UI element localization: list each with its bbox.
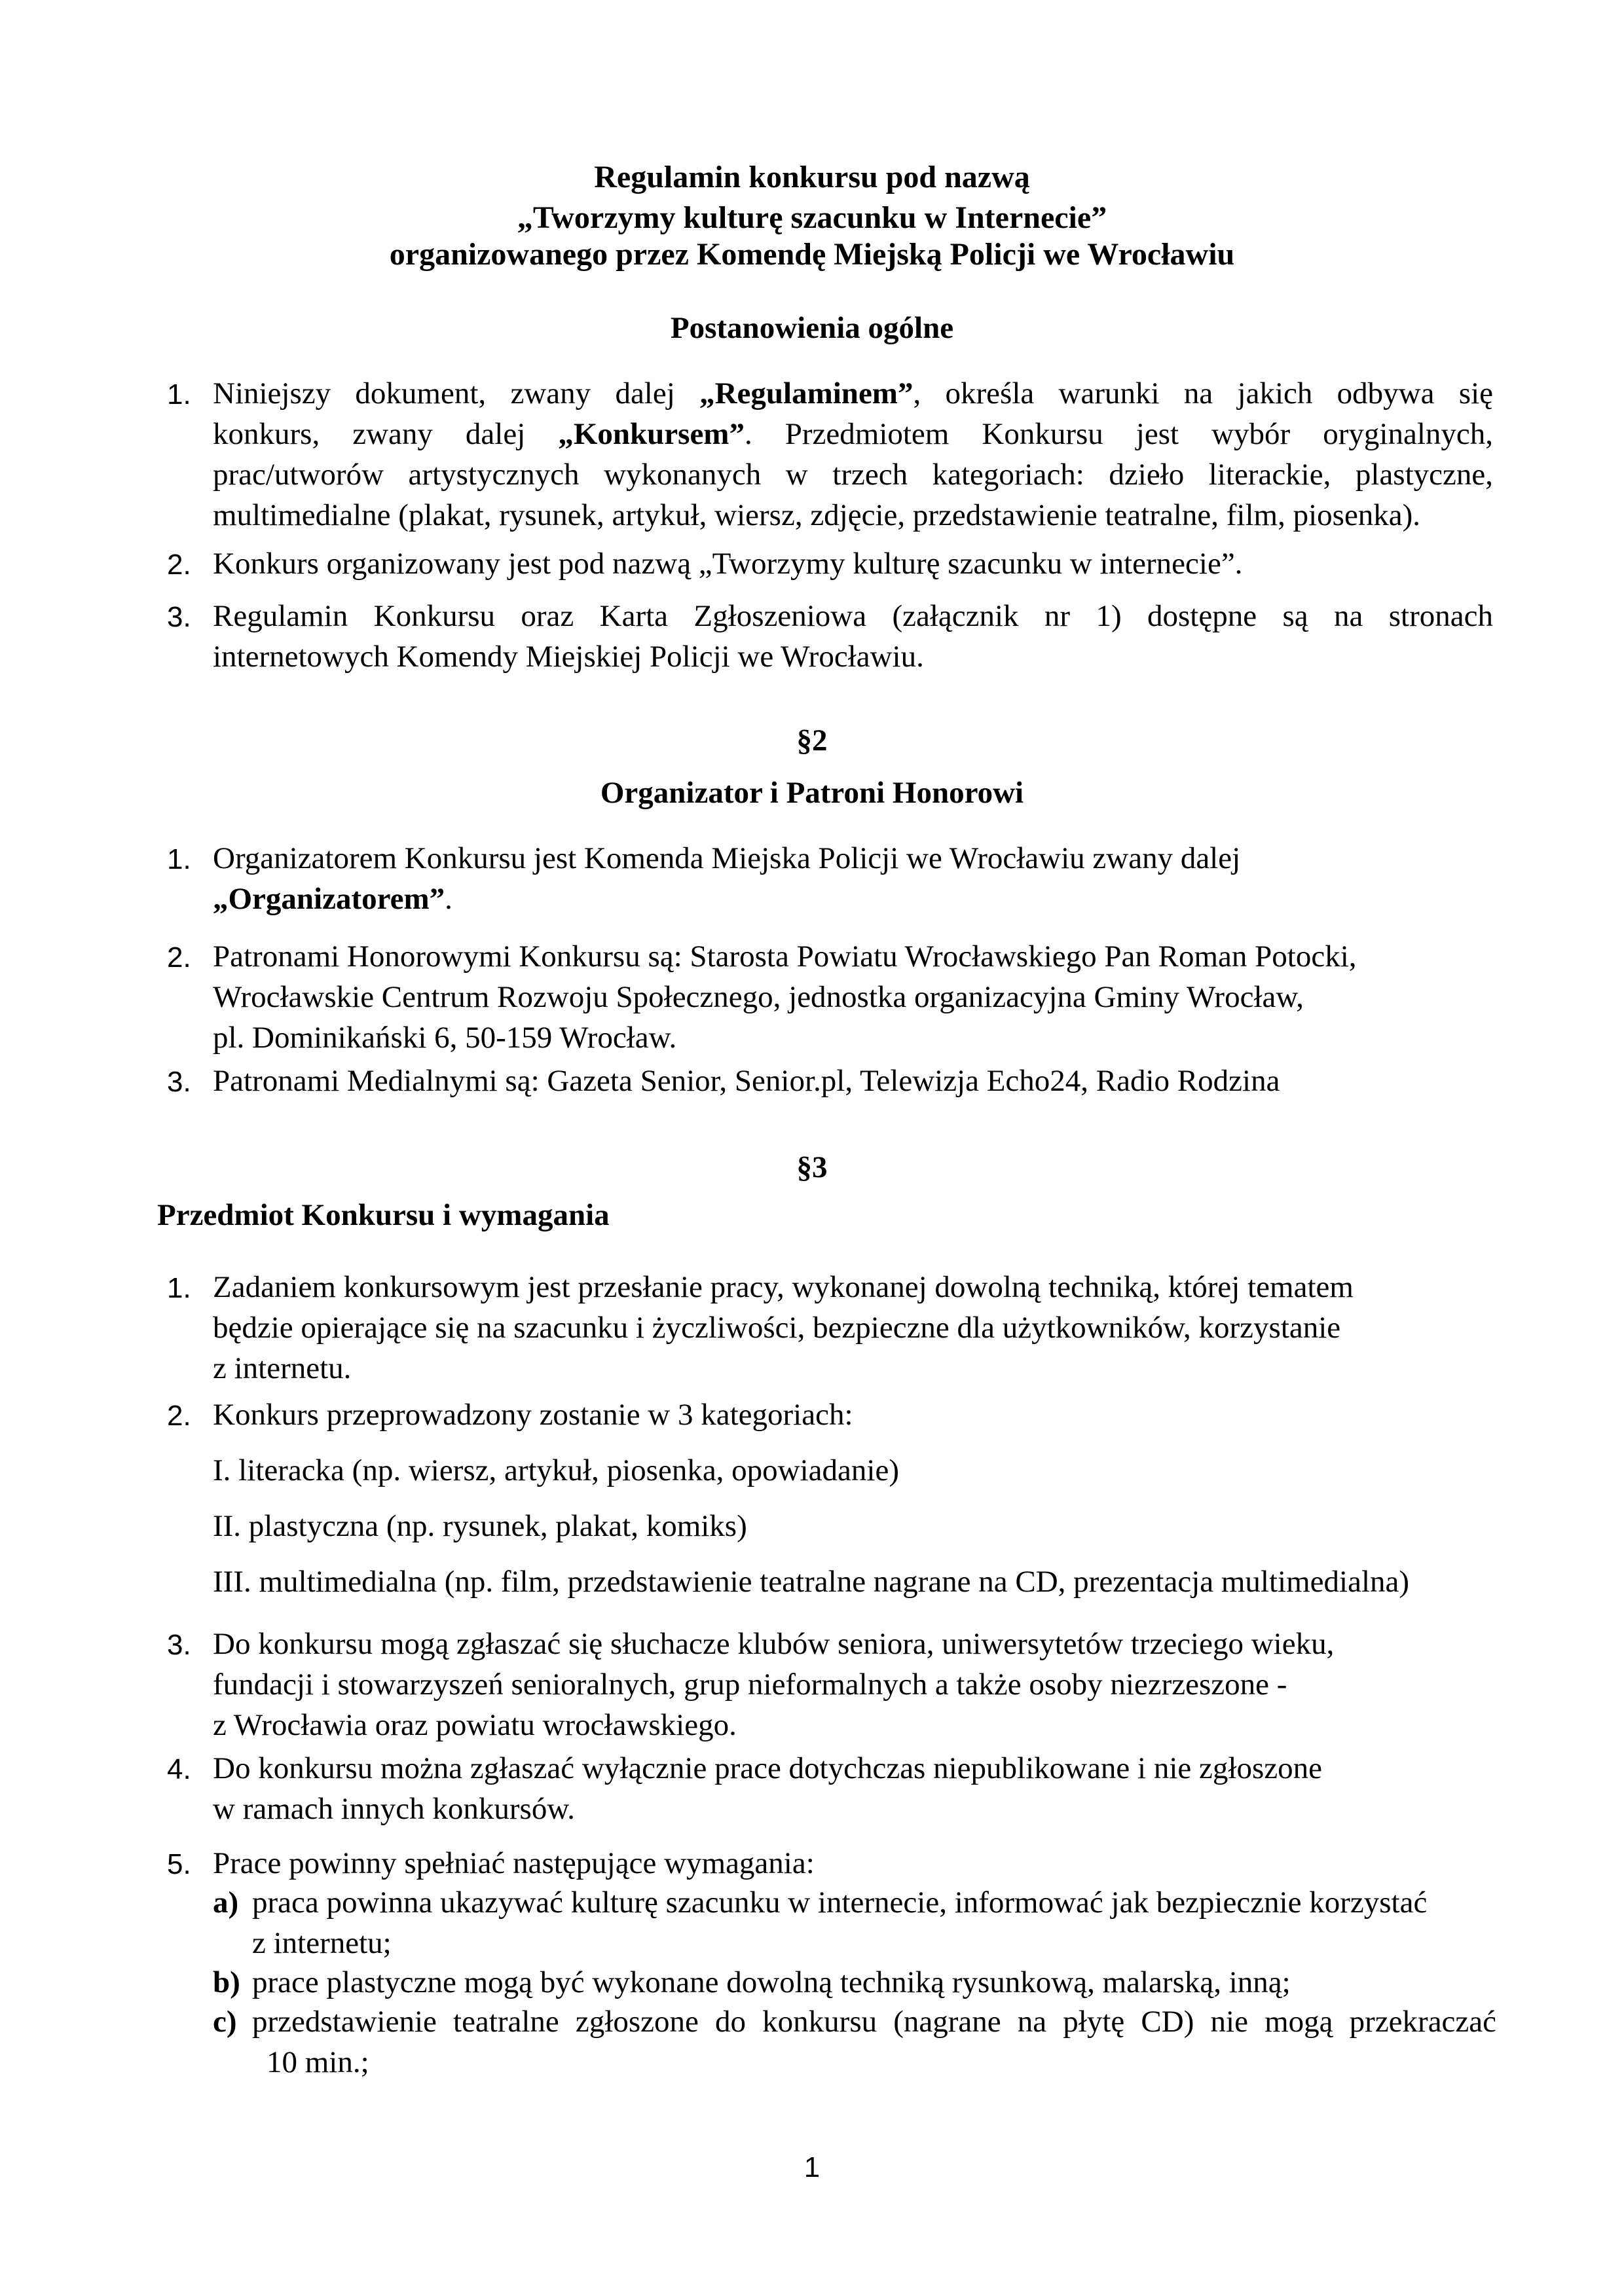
list-number: 1. [167, 843, 191, 875]
category-item-visual: II. plastyczna (np. rysunek, plakat, komiks) [213, 1509, 747, 1543]
text-line: Wrocławskie Centrum Rozwoju Społecznego, jednostka organizacyjna Gminy Wrocław, [213, 980, 1304, 1014]
text-line: Zadaniem konkursowym jest przesłanie pracy, wykonanej dowolną techniką, której tematem [213, 1270, 1354, 1304]
requirement-letter: c) [213, 2005, 237, 2039]
list-number: 2. [167, 1400, 191, 1432]
text-line: pl. Dominikański 6, 50-159 Wrocław. [213, 1021, 677, 1055]
defined-term-konkurs: „Konkursem” [558, 417, 745, 451]
list-item-paragraph [213, 373, 1493, 536]
text-line: praca powinna ukazywać kulturę szacunku w internecie, informować jak bezpiecznie korzystać [252, 1886, 1428, 1920]
list-item-paragraph [213, 1267, 1493, 1389]
text-line: prace plastyczne mogą być wykonane dowolną techniką rysunkową, malarską, inną; [252, 1965, 1291, 1999]
list-number: 3. [167, 1066, 191, 1098]
section-heading-subject-requirements: Przedmiot Konkursu i wymagania [157, 1198, 610, 1232]
text-line: Organizatorem Konkursu jest Komenda Miejska Policji we Wrocławiu zwany dalej [213, 841, 1241, 875]
defined-term-organizator: „Organizatorem” [213, 882, 445, 916]
document-title-line-2: „Tworzymy kulturę szacunku w Internecie” [517, 200, 1107, 235]
section-heading-general-provisions: Postanowienia ogólne [670, 311, 954, 345]
requirement-letter: a) [213, 1886, 239, 1920]
text-line: internetowych Komendy Miejskiej Policji we Wrocławiu. [213, 640, 924, 674]
requirement-item-c [252, 2001, 1496, 2083]
list-number: 3. [167, 1629, 191, 1661]
document-title-line-1: Regulamin konkursu pod nazwą [594, 160, 1030, 194]
defined-term-regulamin: „Regulaminem” [699, 376, 913, 410]
list-number: 3. [167, 601, 191, 633]
document-title-line-3: organizowanego przez Komendę Miejską Policji we Wrocławiu [389, 237, 1235, 272]
paragraph-sign-2: §2 [796, 723, 828, 757]
section-heading-organizer: Organizator i Patroni Honorowi [600, 776, 1024, 810]
text-line: z internetu. [213, 1351, 352, 1385]
text-line: będzie opierające się na szacunku i życzliwości, bezpieczne dla użytkowników, korzystanie [213, 1311, 1341, 1345]
text-line: przedstawienie teatralne zgłoszone do konkursu (nagrane na płytę CD) nie mogą przekraczać [252, 2005, 1496, 2039]
list-number: 2. [167, 941, 191, 974]
list-item-paragraph [213, 1061, 1493, 1101]
text-line: z Wrocławia oraz powiatu wrocławskiego. [213, 1708, 737, 1742]
text-line: z internetu; [252, 1926, 392, 1960]
text-line: fundacji i stowarzyszeń senioralnych, grup nieformalnych a także osoby niezrzeszone - [213, 1667, 1287, 1702]
category-item-multimedia: III. multimedialna (np. film, przedstawienie teatralne nagrane na CD, prezentacja multimedialna) [213, 1565, 1410, 1599]
text-line: Prace powinny spełniać następujące wymagania: [213, 1846, 815, 1880]
list-item-paragraph [213, 1843, 1493, 1884]
text-line: Konkurs organizowany jest pod nazwą „Tworzymy kulturę szacunku w internecie”. [213, 547, 1243, 581]
text-line: Patronami Medialnymi są: Gazeta Senior, Senior.pl, Telewizja Echo24, Radio Rodzina [213, 1064, 1280, 1098]
list-item-paragraph [213, 543, 1493, 584]
text-line: w ramach innych konkursów. [213, 1792, 575, 1826]
list-number: 2. [167, 549, 191, 581]
requirement-item-b [252, 1962, 1496, 2003]
paragraph-sign-3: §3 [796, 1150, 828, 1184]
text-line: Konkurs przeprowadzony zostanie w 3 kategoriach: [213, 1398, 853, 1432]
text-line: Do konkursu mogą zgłaszać się słuchacze klubów seniora, uniwersytetów trzeciego wieku, [213, 1627, 1335, 1661]
list-item-paragraph [213, 1624, 1493, 1745]
text-line: „Organizatorem”. [213, 882, 452, 916]
text-line: Patronami Honorowymi Konkursu są: Starosta Powiatu Wrocławskiego Pan Roman Potocki, [213, 939, 1357, 974]
category-item-literary: I. literacka (np. wiersz, artykuł, piosenka, opowiadanie) [213, 1453, 899, 1487]
list-item-paragraph [213, 936, 1493, 1058]
page-number: 1 [803, 2151, 821, 2183]
list-number: 1. [167, 1272, 191, 1304]
text-line: multimedialne (plakat, rysunek, artykuł, wiersz, zdjęcie, przedstawienie teatralne, film, piosenka). [213, 498, 1421, 532]
list-item-paragraph [213, 1394, 1493, 1435]
text-line: 10 min.; [267, 2045, 369, 2079]
list-item-paragraph [213, 1748, 1493, 1829]
list-item-paragraph [213, 838, 1493, 919]
text-line: Niniejszy dokument, zwany dalej „Regulaminem”, określa warunki na jakich odbywa się [213, 376, 1494, 410]
text-line: Regulamin Konkursu oraz Karta Zgłoszeniowa (załącznik nr 1) dostępne są na stronach [213, 599, 1493, 633]
list-number: 5. [167, 1848, 191, 1880]
text-line: prac/utworów artystycznych wykonanych w trzech kategoriach: dzieło literackie, plastyczne, [213, 458, 1493, 492]
text-line: Do konkursu można zgłaszać wyłącznie prace dotychczas niepublikowane i nie zgłoszone [213, 1751, 1322, 1785]
requirement-item-a [252, 1882, 1496, 1963]
list-number: 1. [167, 378, 191, 410]
list-item-paragraph [213, 596, 1493, 677]
text-line: konkurs, zwany dalej „Konkursem”. Przedmiotem Konkursu jest wybór oryginalnych, [213, 417, 1493, 451]
list-number: 4. [167, 1753, 191, 1785]
requirement-letter: b) [213, 1965, 240, 1999]
